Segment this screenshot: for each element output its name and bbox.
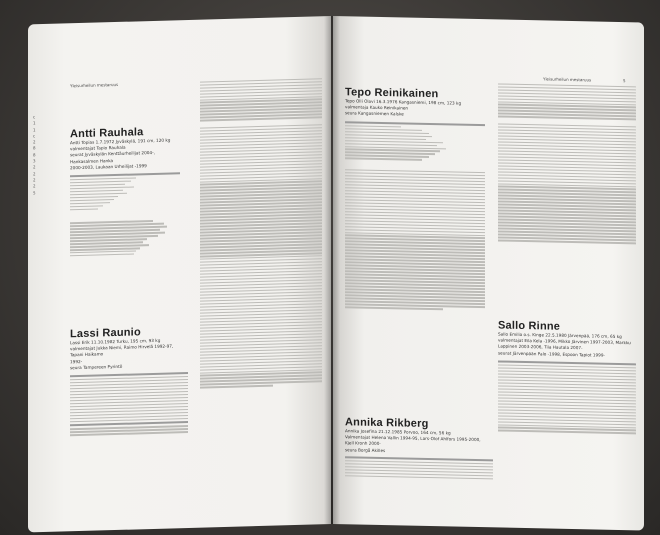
athlete-entry: [498, 319, 636, 435]
top-stats-table: [498, 83, 636, 120]
athlete-name: Lassi Raunio: [70, 326, 141, 341]
season-notes: [498, 123, 636, 244]
athlete-bio: Lassi Erik 11.10.1982 Turku, 195 cm, 93 kg valmentajat Jukka Niemi, Raimo Hirvelä 1992-97, Tapani Haikamo 1992- seura Tampereen Pyrintö: [70, 337, 174, 371]
athlete-bio: Sallo Emilia o.s. Kinge 22.5.1980 Järvenpää, 176 cm, 65 kg valmentajat Eila Kela -1996, Mikko Järvinen 1997-2003, Markku Lappinen 2003-2006, Tiia Hautala 2007- seurat Järvenpään Palo -1998, Espoon Tapiot 1999-: [498, 331, 631, 358]
athlete-name: Tepo Reinikainen: [345, 86, 439, 101]
running-head: Yleisurheilun mestaruus: [543, 76, 592, 83]
championship-list: [70, 219, 180, 256]
athlete-name: Antti Rauhala: [70, 126, 144, 141]
championship-list: [345, 169, 485, 311]
athlete-name: Sallo Rinne: [498, 319, 561, 333]
top-stats-table: [200, 78, 322, 122]
right-page: [333, 16, 644, 531]
results-table: [498, 360, 636, 434]
athlete-entry: [345, 86, 485, 312]
margin-index: c 1 1 c 2 8 8 3 2 2 2 2 5: [33, 114, 36, 195]
season-notes: [200, 124, 322, 388]
athlete-entry: [70, 325, 188, 437]
athlete-bio: Tepo Olli Olavi 16.3.1976 Kangasniemi, 198 cm, 123 kg valmentaja Kauko Reinikainen seura Kangasniemen Kalske: [345, 98, 462, 117]
athlete-bio: Annika Josefina 21.12.1985 Porvoo, 164 cm, 56 kg Valmentajat Helena Vallin 1994-95, Lars-Olof Ahlfors 1995-2000, Kjell Kronh 2000- seura Borgå Akilles: [345, 428, 481, 453]
athlete-name: Annika Rikberg: [345, 416, 429, 431]
page-number: 5: [623, 78, 626, 84]
results-table: [70, 172, 180, 210]
athlete-entry: [345, 416, 493, 481]
running-head: Yleisurheilun mestaruus: [70, 81, 119, 89]
open-book: [28, 16, 644, 524]
athlete-bio: Antti Topias 1.7.1972 Jyväskylä, 191 cm, 120 kg valmentajat Tapio Rauhala seurat Jyväskylän Kenttäurheilijat 2004-, Hankasalmen Hanka 2000-2003, Laukaan Urheilijat -1999: [70, 137, 171, 171]
championship-history-column: [200, 76, 322, 390]
results-table: [70, 372, 188, 436]
results-table: [345, 121, 485, 162]
championship-history-column: [498, 81, 636, 245]
left-page: [28, 16, 331, 532]
athlete-entry: [70, 125, 180, 258]
results-table: [345, 456, 493, 479]
